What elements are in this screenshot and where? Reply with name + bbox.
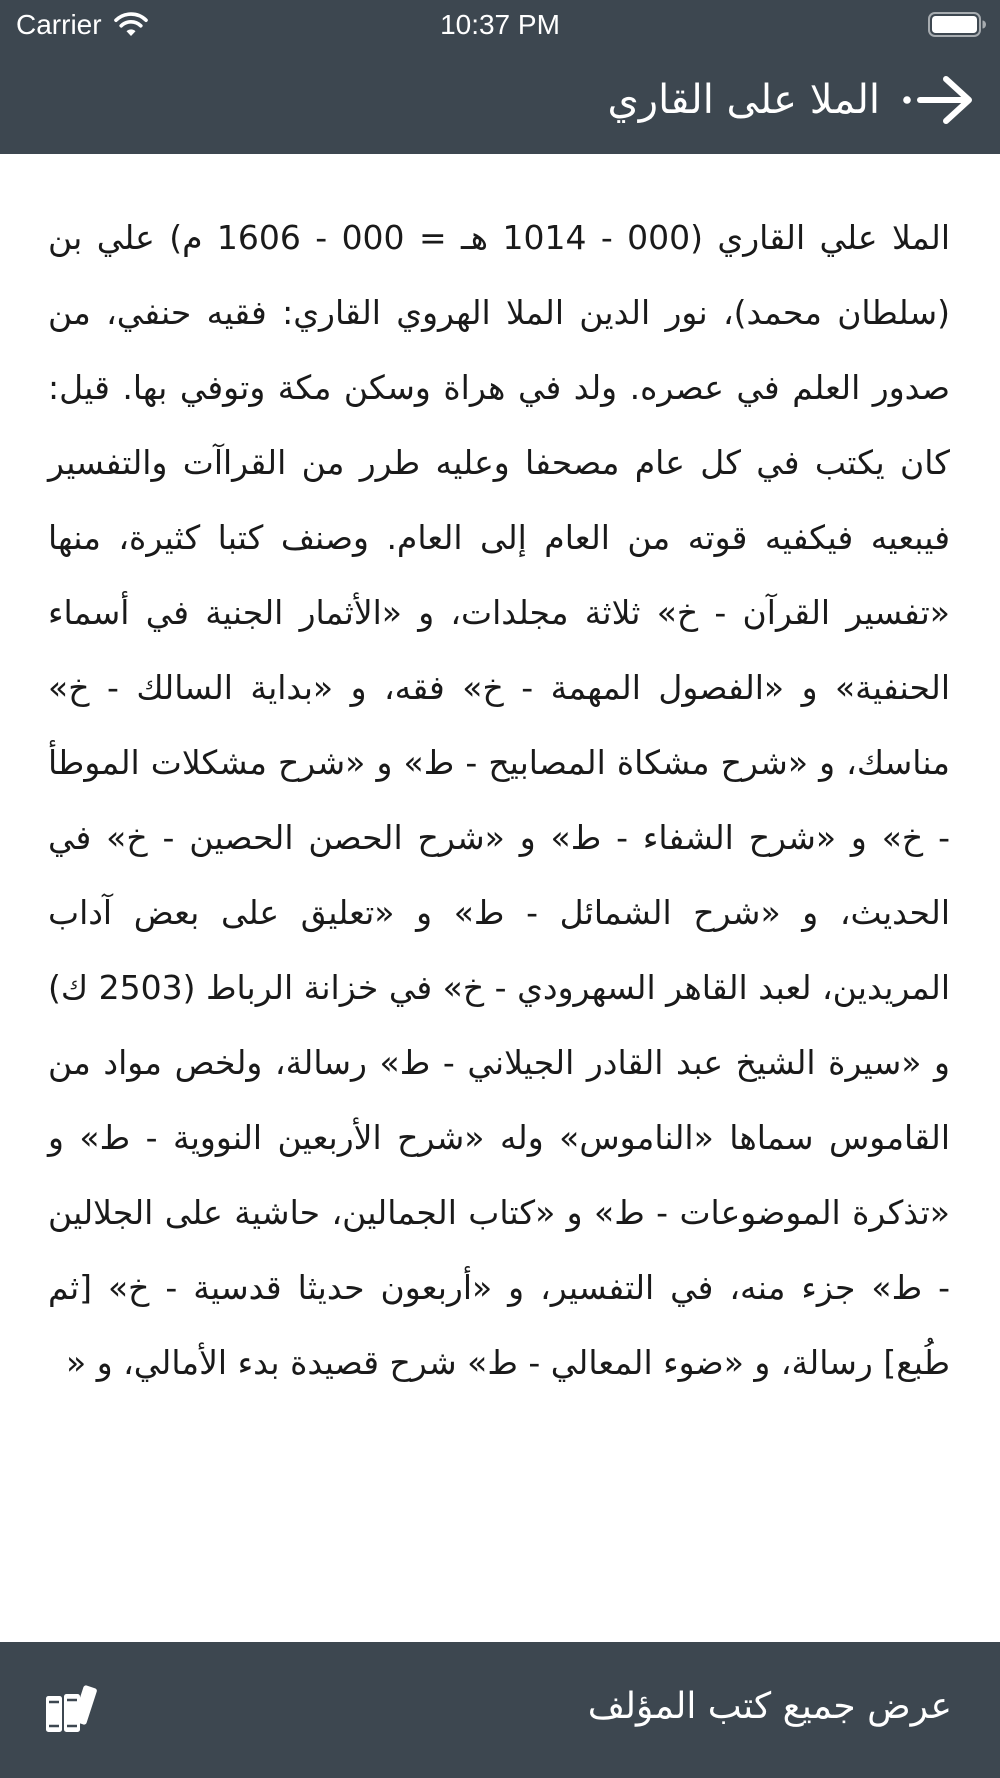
arrow-right-icon (898, 74, 976, 126)
status-bar (0, 0, 1000, 50)
status-time: 10:37 PM (440, 9, 560, 40)
view-all-author-books-button[interactable]: عرض جميع كتب المؤلف (587, 1686, 952, 1727)
navigation-bar (0, 50, 1000, 154)
author-bio-text: الملا علي القاري (000 - 1014 هـ = 000 - 1606 م) علي بن (سلطان محمد)، نور الدين الملا الهروي القاري: فقيه حنفي، من صدور العلم في عصره. ولد في هراة وسكن مكة وتوفي بها. قيل: كان يكتب في كل عام مصحفا وعليه طرر من القراآت والتفسير فيبعيه فيكفيه قوته من العام إلى العام. وصنف كتبا كثيرة، منها «تفسير القرآن - خ» ثلاثة مجلدات، و «الأثمار الجنية في أسماء الحنفية» و «الفصول المهمة - خ» فقه، و «بداية السالك - خ» مناسك، و «شرح مشكاة المصابيح - ط» و «شرح مشكلات الموطأ - خ» و «شرح الشفاء - ط» و «شرح الحصن الحصين - خ» في الحديث، و «شرح الشمائل - ط» و «تعليق على بعض آداب المريدين، لعبد القاهر السهرودي - خ» في خزانة الرباط (2503 ك) و «سيرة الشيخ عبد القادر الجيلاني - ط» رسالة، ولخص مواد من القاموس سماها «الناموس» وله «شرح الأربعين النووية - ط» و «تذكرة الموضوعات - ط» و «كتاب الجمالين، حاشية على الجلالين - ط» جزء منه، في التفسير، و «أربعون حديثا قدسية - خ» [ثم طُبع] رسالة، و «ضوء المعالي - ط» شرح قصيدة بدء الأمالي، و « (48, 218, 951, 1382)
carrier-label: Carrier (16, 9, 102, 40)
battery-icon (928, 12, 986, 37)
author-bio-scroll-view[interactable] (0, 154, 1000, 1642)
books-icon (42, 1682, 98, 1736)
back-button[interactable] (896, 68, 978, 132)
books-button[interactable] (40, 1680, 100, 1738)
page-title: الملا على القاري (607, 77, 880, 123)
bottom-toolbar (0, 1642, 1000, 1778)
